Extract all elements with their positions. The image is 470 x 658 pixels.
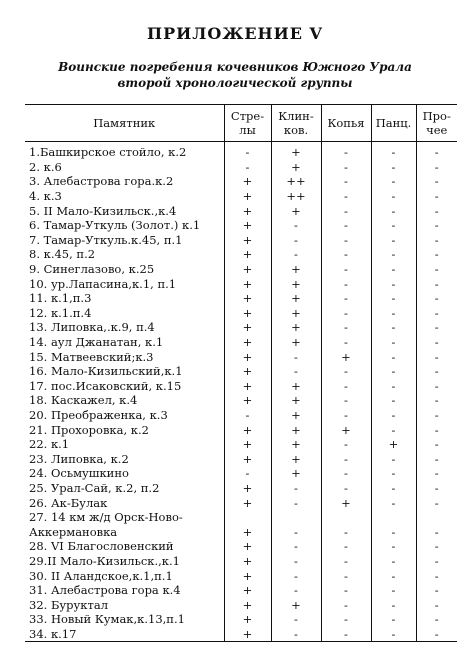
site-name-cell: 25. Урал-Сай, к.2, п.2: [29, 480, 160, 495]
site-name-cell: 6. Тамар-Уткуль (Золот.) к.1: [29, 218, 201, 233]
other-cell: -: [416, 247, 457, 262]
blades-cell: +: [271, 262, 321, 277]
arrows-cell: [224, 510, 271, 525]
table-row: [25, 422, 457, 437]
blades-cell: +: [271, 437, 321, 452]
spears-cell: -: [321, 203, 371, 218]
arrows-cell: +: [224, 568, 271, 583]
arrows-cell: +: [224, 495, 271, 510]
arrows-cell: +: [224, 291, 271, 306]
table-row: [25, 203, 457, 218]
table-row: [25, 524, 457, 539]
arrows-cell: -: [224, 142, 271, 160]
table-body: [25, 142, 457, 642]
armor-cell: -: [371, 466, 416, 481]
table-row: [25, 437, 457, 452]
armor-cell: -: [371, 393, 416, 408]
site-name-cell: 18. Каскажел, к.4: [29, 393, 138, 408]
other-cell: -: [416, 262, 457, 277]
site-name-cell: 31. Алебастрова гора к.4: [29, 583, 181, 598]
blades-cell: +: [271, 142, 321, 160]
spears-cell: [321, 510, 371, 525]
spears-cell: -: [321, 160, 371, 175]
col-header-site: Памятник: [25, 105, 224, 142]
arrows-cell: +: [224, 335, 271, 350]
arrows-cell: +: [224, 218, 271, 233]
blades-cell: +: [271, 422, 321, 437]
site-name-cell: 10. ур.Лапасина,к.1, п.1: [29, 276, 177, 291]
spears-cell: -: [321, 597, 371, 612]
spears-cell: -: [321, 612, 371, 627]
blades-cell: -: [271, 612, 321, 627]
armor-cell: -: [371, 160, 416, 175]
other-cell: -: [416, 408, 457, 423]
blades-cell: -: [271, 218, 321, 233]
other-cell: -: [416, 627, 457, 642]
arrows-cell: +: [224, 554, 271, 569]
arrows-cell: +: [224, 393, 271, 408]
arrows-cell: +: [224, 349, 271, 364]
site-name-cell: 9. Синеглазово, к.25: [29, 262, 155, 277]
armor-cell: -: [371, 379, 416, 394]
arrows-cell: +: [224, 262, 271, 277]
armor-cell: -: [371, 408, 416, 423]
blades-cell: +: [271, 466, 321, 481]
site-name-cell: 33. Новый Кумак,к.13,п.1: [29, 612, 185, 627]
table-row: [25, 291, 457, 306]
other-cell: -: [416, 437, 457, 452]
table-row: [25, 408, 457, 423]
blades-cell: +: [271, 160, 321, 175]
table-row: [25, 142, 457, 160]
site-name-cell: 13. Липовка,.к.9, п.4: [29, 320, 155, 335]
site-name-cell: 5. II Мало-Кизильск.,к.4: [29, 203, 177, 218]
other-cell: -: [416, 320, 457, 335]
site-name-cell: 26. Ак-Булак: [29, 495, 108, 510]
other-cell: -: [416, 422, 457, 437]
site-name-cell: 2. к.6: [29, 159, 62, 174]
blades-cell: +: [271, 335, 321, 350]
armor-cell: -: [371, 583, 416, 598]
blades-cell: -: [271, 583, 321, 598]
armor-cell: -: [371, 554, 416, 569]
armor-cell: -: [371, 627, 416, 642]
table-header-row: [25, 105, 457, 142]
spears-cell: -: [321, 568, 371, 583]
spears-cell: +: [321, 495, 371, 510]
arrows-cell: +: [224, 612, 271, 627]
table-row: [25, 306, 457, 321]
arrows-cell: +: [224, 364, 271, 379]
table-row: [25, 568, 457, 583]
other-cell: -: [416, 495, 457, 510]
arrows-cell: +: [224, 524, 271, 539]
blades-cell: +: [271, 291, 321, 306]
blades-cell: -: [271, 233, 321, 248]
spears-cell: -: [321, 627, 371, 642]
armor-cell: -: [371, 495, 416, 510]
other-cell: -: [416, 189, 457, 204]
table-row: [25, 466, 457, 481]
other-cell: -: [416, 364, 457, 379]
blades-cell: ++: [271, 189, 321, 204]
site-name-cell: 28. VI Благословенский: [29, 539, 174, 554]
armor-cell: [371, 510, 416, 525]
table-row: [25, 481, 457, 496]
spears-cell: -: [321, 142, 371, 160]
table-row: [25, 262, 457, 277]
armor-cell: -: [371, 451, 416, 466]
other-cell: -: [416, 451, 457, 466]
armor-cell: -: [371, 597, 416, 612]
armor-cell: -: [371, 335, 416, 350]
arrows-cell: +: [224, 276, 271, 291]
site-name-cell: 16. Мало-Кизильский,к.1: [29, 364, 183, 379]
table-row: [25, 160, 457, 175]
armor-cell: -: [371, 568, 416, 583]
table-row: [25, 393, 457, 408]
blades-cell: +: [271, 393, 321, 408]
blades-cell: -: [271, 481, 321, 496]
other-cell: -: [416, 276, 457, 291]
spears-cell: -: [321, 262, 371, 277]
table-row: [25, 612, 457, 627]
arrows-cell: -: [224, 160, 271, 175]
arrows-cell: +: [224, 233, 271, 248]
armor-cell: -: [371, 233, 416, 248]
site-name-cell: 11. к.1,п.3: [29, 291, 92, 306]
appendix-title: ПРИЛОЖЕНИЕ V: [147, 24, 323, 43]
blades-cell: -: [271, 568, 321, 583]
col-header-blades: Клин- ков.: [271, 105, 321, 142]
other-cell: -: [416, 597, 457, 612]
armor-cell: -: [371, 276, 416, 291]
blades-cell: +: [271, 451, 321, 466]
arrows-cell: +: [224, 379, 271, 394]
other-cell: -: [416, 142, 457, 160]
other-cell: -: [416, 306, 457, 321]
other-cell: -: [416, 160, 457, 175]
armor-cell: -: [371, 142, 416, 160]
table-row: [25, 554, 457, 569]
arrows-cell: +: [224, 451, 271, 466]
site-name-cell: 23. Липовка, к.2: [29, 451, 129, 466]
blades-cell: +: [271, 597, 321, 612]
table-row: [25, 335, 457, 350]
other-cell: -: [416, 379, 457, 394]
spears-cell: -: [321, 291, 371, 306]
table-row: [25, 583, 457, 598]
armor-cell: -: [371, 306, 416, 321]
armor-cell: -: [371, 612, 416, 627]
site-name-cell: 3. Алебастрова гора.к.2: [29, 174, 174, 189]
spears-cell: -: [321, 539, 371, 554]
spears-cell: +: [321, 349, 371, 364]
armor-cell: -: [371, 203, 416, 218]
site-name-cell: 14. аул Джанатан, к.1: [29, 335, 164, 350]
armor-cell: -: [371, 189, 416, 204]
table-row: [25, 218, 457, 233]
blades-cell: +: [271, 320, 321, 335]
blades-cell: +: [271, 379, 321, 394]
arrows-cell: +: [224, 539, 271, 554]
arrows-cell: +: [224, 481, 271, 496]
site-name-cell: 15. Матвеевский;к.3: [29, 349, 154, 364]
spears-cell: -: [321, 481, 371, 496]
spears-cell: -: [321, 451, 371, 466]
spears-cell: -: [321, 379, 371, 394]
col-header-spears: Копья: [321, 105, 371, 142]
table-row: [25, 189, 457, 204]
blades-cell: -: [271, 524, 321, 539]
spears-cell: -: [321, 189, 371, 204]
table-row: [25, 364, 457, 379]
other-cell: -: [416, 539, 457, 554]
spears-cell: -: [321, 408, 371, 423]
spears-cell: -: [321, 583, 371, 598]
spears-cell: -: [321, 218, 371, 233]
arrows-cell: +: [224, 597, 271, 612]
table-row: [25, 247, 457, 262]
col-header-arrows: Стре- лы: [224, 105, 271, 142]
spears-cell: -: [321, 335, 371, 350]
other-cell: -: [416, 349, 457, 364]
table-subtitle-line-1: Воинские погребения кочевников Южного Урала: [58, 60, 412, 74]
other-cell: -: [416, 481, 457, 496]
other-cell: [416, 510, 457, 525]
arrows-cell: +: [224, 320, 271, 335]
table-subtitle-line-2: второй хронологической группы: [117, 76, 353, 90]
table-row: [25, 174, 457, 189]
site-name-cell: 30. II Аландское,к.1,п.1: [29, 568, 173, 583]
site-name-cell: 21. Прохоровка, к.2: [29, 422, 149, 437]
table-row: [25, 627, 457, 642]
arrows-cell: +: [224, 422, 271, 437]
armor-cell: -: [371, 481, 416, 496]
armor-cell: -: [371, 247, 416, 262]
site-name-cell: 29.II Мало-Кизильск.,к.1: [29, 553, 180, 568]
arrows-cell: +: [224, 174, 271, 189]
col-header-armor: Панц.: [371, 105, 416, 142]
blades-cell: +: [271, 306, 321, 321]
arrows-cell: +: [224, 583, 271, 598]
other-cell: -: [416, 203, 457, 218]
other-cell: -: [416, 554, 457, 569]
other-cell: -: [416, 393, 457, 408]
other-cell: -: [416, 218, 457, 233]
blades-cell: -: [271, 539, 321, 554]
other-cell: -: [416, 174, 457, 189]
blades-cell: [271, 510, 321, 525]
armor-cell: +: [371, 437, 416, 452]
site-name-cell: 4. к.3: [29, 189, 62, 204]
arrows-cell: +: [224, 203, 271, 218]
site-name-cell: 32. Буруктал: [29, 597, 109, 612]
spears-cell: -: [321, 554, 371, 569]
armor-cell: -: [371, 422, 416, 437]
col-header-other: Про- чее: [416, 105, 457, 142]
other-cell: -: [416, 524, 457, 539]
table-row: [25, 451, 457, 466]
armor-cell: -: [371, 291, 416, 306]
site-name-cell: 1.Башкирское стойло, к.2: [29, 145, 187, 160]
arrows-cell: +: [224, 437, 271, 452]
arrows-cell: -: [224, 466, 271, 481]
table-row: [25, 349, 457, 364]
other-cell: -: [416, 612, 457, 627]
site-name-cell: 17. пос.Исаковский, к.15: [29, 378, 182, 393]
blades-cell: -: [271, 247, 321, 262]
blades-cell: +: [271, 276, 321, 291]
burials-table: [25, 104, 457, 642]
blades-cell: -: [271, 554, 321, 569]
arrows-cell: +: [224, 627, 271, 642]
site-name-cell: 24. Осьмушкино: [29, 466, 129, 481]
armor-cell: -: [371, 364, 416, 379]
table-row: [25, 539, 457, 554]
spears-cell: -: [321, 437, 371, 452]
blades-cell: -: [271, 364, 321, 379]
spears-cell: +: [321, 422, 371, 437]
spears-cell: -: [321, 393, 371, 408]
armor-cell: -: [371, 349, 416, 364]
arrows-cell: -: [224, 408, 271, 423]
table-row: [25, 597, 457, 612]
armor-cell: -: [371, 218, 416, 233]
spears-cell: -: [321, 306, 371, 321]
other-cell: -: [416, 568, 457, 583]
site-name-cell: 7. Тамар-Уткуль.к.45, п.1: [29, 232, 183, 247]
blades-cell: -: [271, 495, 321, 510]
spears-cell: -: [321, 233, 371, 248]
armor-cell: -: [371, 524, 416, 539]
other-cell: -: [416, 583, 457, 598]
site-name-cell: 12. к.1.п.4: [29, 305, 92, 320]
site-name-cell: 20. Преображенка, к.3: [29, 407, 168, 422]
arrows-cell: +: [224, 306, 271, 321]
table-row: [25, 510, 457, 525]
blades-cell: ++: [271, 174, 321, 189]
table-row: [25, 379, 457, 394]
spears-cell: -: [321, 276, 371, 291]
table-row: [25, 233, 457, 248]
spears-cell: -: [321, 174, 371, 189]
blades-cell: +: [271, 203, 321, 218]
blades-cell: +: [271, 408, 321, 423]
table-row: [25, 276, 457, 291]
armor-cell: -: [371, 262, 416, 277]
other-cell: -: [416, 335, 457, 350]
site-name-cell: 27. 14 км ж/д Орск-Ново-: [29, 510, 183, 525]
other-cell: -: [416, 233, 457, 248]
site-name-cell: 8. к.45, п.2: [29, 247, 96, 262]
other-cell: -: [416, 291, 457, 306]
table-row: [25, 495, 457, 510]
spears-cell: -: [321, 247, 371, 262]
armor-cell: -: [371, 539, 416, 554]
blades-cell: -: [271, 627, 321, 642]
spears-cell: -: [321, 320, 371, 335]
blades-cell: -: [271, 349, 321, 364]
spears-cell: -: [321, 524, 371, 539]
site-name-cell: 34. к.17: [25, 627, 224, 642]
arrows-cell: +: [224, 247, 271, 262]
site-name-cell: 22. к.1: [29, 437, 70, 452]
table-row: [25, 320, 457, 335]
spears-cell: -: [321, 364, 371, 379]
arrows-cell: +: [224, 189, 271, 204]
site-name-cell: Аккермановка: [29, 524, 118, 539]
other-cell: -: [416, 466, 457, 481]
armor-cell: -: [371, 320, 416, 335]
armor-cell: -: [371, 174, 416, 189]
spears-cell: -: [321, 466, 371, 481]
